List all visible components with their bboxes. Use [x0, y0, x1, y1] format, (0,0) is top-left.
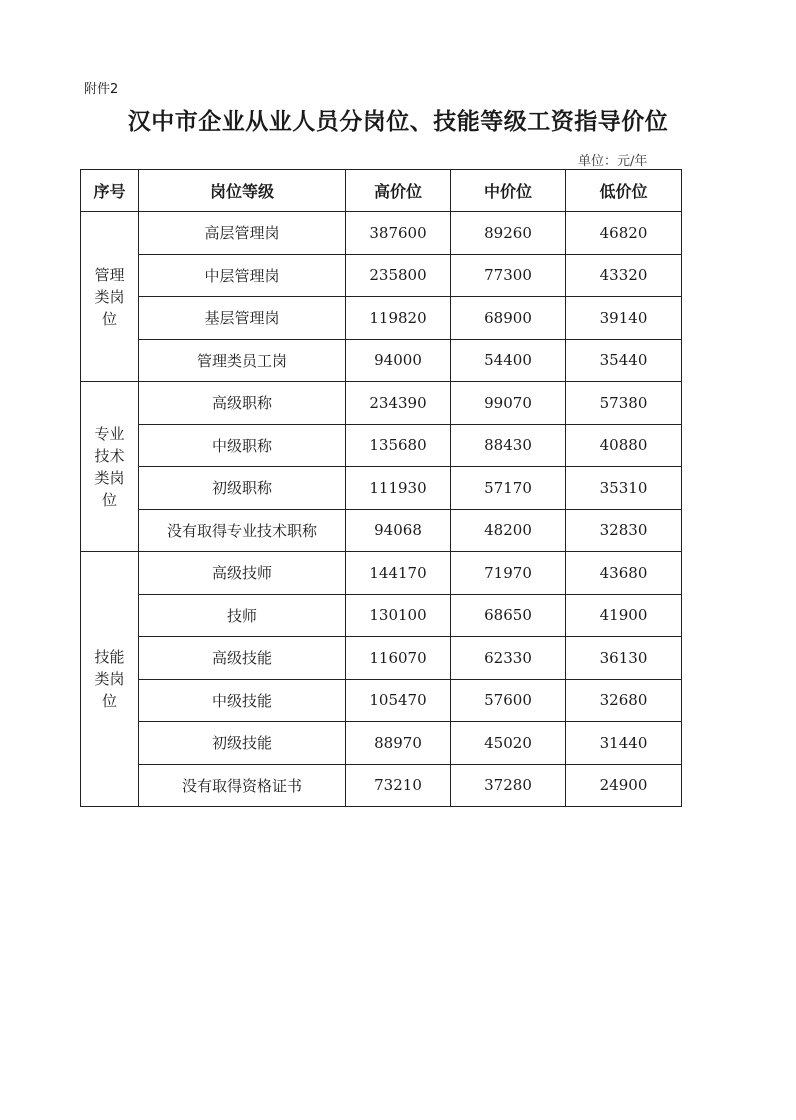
table-row	[81, 297, 682, 340]
high-price-cell: 234390	[346, 382, 451, 425]
grade-cell: 管理类员工岗	[139, 339, 346, 382]
grade-cell: 技师	[139, 594, 346, 637]
high-price-cell: 88970	[346, 722, 451, 765]
table-row	[81, 552, 682, 595]
low-price-cell: 41900	[566, 594, 682, 637]
header-grade: 岗位等级	[139, 170, 346, 212]
grade-cell: 高级技师	[139, 552, 346, 595]
grade-cell: 中级职称	[139, 424, 346, 467]
high-price-cell: 130100	[346, 594, 451, 637]
category-cell	[81, 382, 139, 552]
high-price-cell: 387600	[346, 212, 451, 255]
attachment-label: 附件2	[84, 82, 119, 97]
low-price-cell: 32830	[566, 509, 682, 552]
low-price-cell: 31440	[566, 722, 682, 765]
table-row	[81, 679, 682, 722]
low-price-cell: 35440	[566, 339, 682, 382]
low-price-cell: 39140	[566, 297, 682, 340]
header-mid: 中价位	[451, 170, 566, 212]
grade-cell: 高级职称	[139, 382, 346, 425]
table-row	[81, 764, 682, 807]
mid-price-cell: 68900	[451, 297, 566, 340]
low-price-cell: 46820	[566, 212, 682, 255]
low-price-cell: 36130	[566, 637, 682, 680]
category-label: 技能类岗位	[94, 648, 125, 710]
unit-label: 单位：元/年	[578, 154, 648, 169]
high-price-cell: 94000	[346, 339, 451, 382]
mid-price-cell: 77300	[451, 254, 566, 297]
mid-price-cell: 71970	[451, 552, 566, 595]
high-price-cell: 135680	[346, 424, 451, 467]
wage-table	[80, 169, 682, 807]
category-label: 管理类岗位	[94, 265, 125, 328]
grade-cell: 高层管理岗	[139, 212, 346, 255]
category-cell	[81, 552, 139, 807]
mid-price-cell: 62330	[451, 637, 566, 680]
table-row	[81, 637, 682, 680]
grade-cell: 初级职称	[139, 467, 346, 510]
category-cell	[81, 212, 139, 382]
low-price-cell: 43320	[566, 254, 682, 297]
grade-cell: 没有取得专业技术职称	[139, 509, 346, 552]
page-title: 汉中市企业从业人员分岗位、技能等级工资指导价位	[127, 108, 669, 135]
high-price-cell: 73210	[346, 764, 451, 807]
low-price-cell: 24900	[566, 764, 682, 807]
mid-price-cell: 45020	[451, 722, 566, 765]
low-price-cell: 43680	[566, 552, 682, 595]
high-price-cell: 119820	[346, 297, 451, 340]
high-price-cell: 105470	[346, 679, 451, 722]
table-row	[81, 509, 682, 552]
mid-price-cell: 54400	[451, 339, 566, 382]
grade-cell: 初级技能	[139, 722, 346, 765]
table-row	[81, 254, 682, 297]
table-row	[81, 339, 682, 382]
grade-cell: 没有取得资格证书	[139, 764, 346, 807]
high-price-cell: 144170	[346, 552, 451, 595]
low-price-cell: 40880	[566, 424, 682, 467]
table-row	[81, 467, 682, 510]
low-price-cell: 57380	[566, 382, 682, 425]
mid-price-cell: 88430	[451, 424, 566, 467]
high-price-cell: 94068	[346, 509, 451, 552]
table-body	[81, 212, 682, 807]
table-row	[81, 212, 682, 255]
category-label: 专业技术类岗位	[94, 424, 125, 509]
table-row	[81, 594, 682, 637]
high-price-cell: 111930	[346, 467, 451, 510]
table-row	[81, 382, 682, 425]
table-row	[81, 424, 682, 467]
mid-price-cell: 99070	[451, 382, 566, 425]
header-high: 高价位	[346, 170, 451, 212]
grade-cell: 中层管理岗	[139, 254, 346, 297]
table-row	[81, 722, 682, 765]
header-seq: 序号	[81, 170, 139, 212]
header-low: 低价位	[566, 170, 682, 212]
mid-price-cell: 57600	[451, 679, 566, 722]
mid-price-cell: 68650	[451, 594, 566, 637]
table-header-row	[81, 170, 682, 212]
grade-cell: 基层管理岗	[139, 297, 346, 340]
low-price-cell: 35310	[566, 467, 682, 510]
mid-price-cell: 48200	[451, 509, 566, 552]
low-price-cell: 32680	[566, 679, 682, 722]
high-price-cell: 235800	[346, 254, 451, 297]
grade-cell: 高级技能	[139, 637, 346, 680]
mid-price-cell: 89260	[451, 212, 566, 255]
grade-cell: 中级技能	[139, 679, 346, 722]
mid-price-cell: 37280	[451, 764, 566, 807]
high-price-cell: 116070	[346, 637, 451, 680]
mid-price-cell: 57170	[451, 467, 566, 510]
